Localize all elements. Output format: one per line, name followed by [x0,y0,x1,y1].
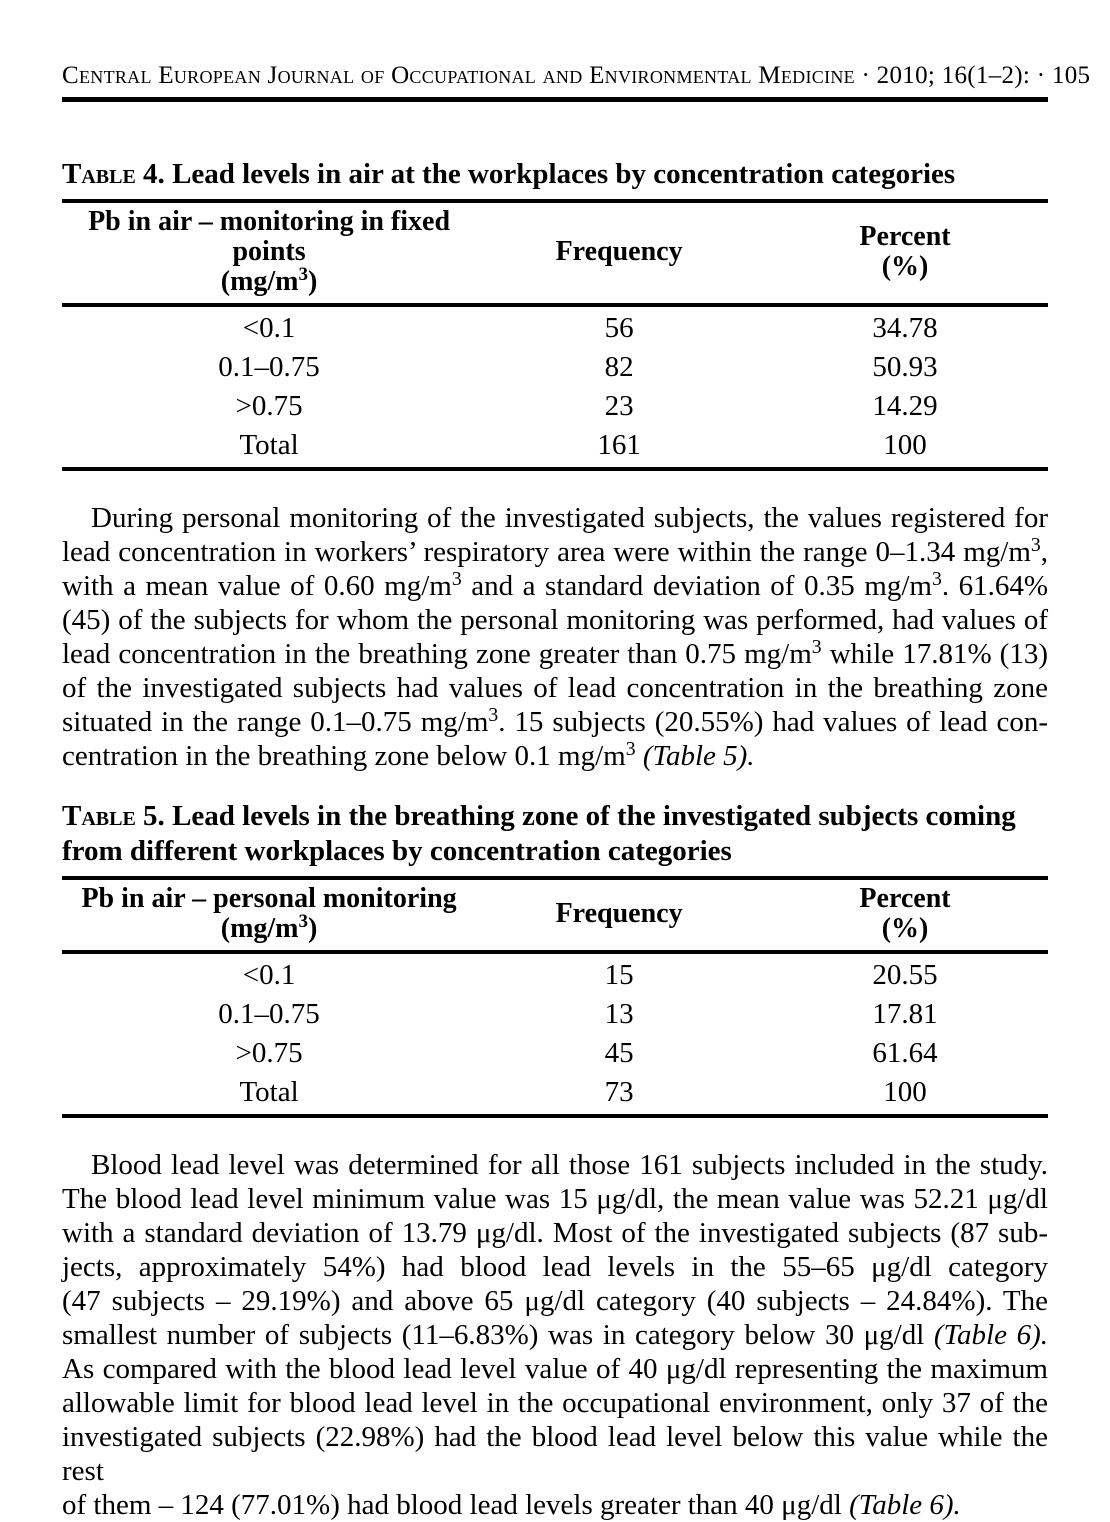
table4-header-col2: Frequency [555,236,683,267]
table-cell: 34.78 [872,312,938,344]
text-run: . 61.64% [941,570,1049,602]
text-run: jects, approximately 54%) had blood lead levels in the 55–65 μg/dl category [62,1251,1048,1283]
table-cell: 56 [604,312,634,344]
table5-header-col2: Frequency [555,898,683,929]
text-run: centration in the breathing zone below 0.1 mg/m [62,740,626,772]
text-line [62,501,1048,535]
table-cell: 161 [597,429,641,461]
text-run: (%) [881,913,929,944]
text-line [62,671,1048,705]
table-cell: 82 [604,351,634,383]
text-line [62,1284,1048,1318]
text-run: (Table 6). [933,1319,1048,1351]
table-cell: 20.55 [872,959,938,991]
text-run: The blood lead level minimum value was 15 μg/dl, the mean value was 52.21 μg/dl [62,1183,1048,1215]
table4-title [62,157,1048,192]
text-line [62,739,1048,773]
table-row [62,1034,1048,1073]
text-run: and a standard deviation of 0.35 mg/m [461,570,932,602]
table4-header [62,201,1048,305]
table5-title [62,799,1048,869]
table5-body [62,952,1048,1116]
table-cell: <0.1 [242,312,296,344]
text-run: situated in the range 0.1–0.75 mg/m [62,706,489,738]
text-run: of the investigated subjects had values of lead concentration in the breathing zone [62,672,1048,704]
text-run: lead concentration in the breathing zone greater than 0.75 mg/m [62,638,812,670]
paragraph-2 [62,1148,1048,1522]
table5-header-col3 [762,878,1048,952]
text-run: Pb in air – monitoring in fixed points [88,206,451,267]
table5 [62,876,1048,1118]
text-run: (%) [881,251,929,282]
header-rule [62,97,1048,102]
table-cell: 14.29 [872,390,938,422]
text-line [62,1216,1048,1250]
table4-header-row [62,201,1048,305]
table-row [62,305,1048,348]
table-cell: 13 [604,998,634,1030]
table-cell: 15 [604,959,634,991]
text-line [62,603,1048,637]
table-row [62,1073,1048,1116]
text-run: ) [308,913,318,944]
superscript: 3 [451,567,462,590]
text-run: Lead levels in air at the workplaces by concentration categories [164,158,956,190]
table4-header-col1 [62,201,476,305]
text-run: Blood lead level was determined for all those 161 subjects included in the study. [91,1149,1048,1181]
text-run: . 15 subjects (20.55%) had values of lead con- [498,706,1048,738]
text-run: During personal monitoring of the investigated subjects, the values registered for [91,502,1048,534]
table-cell: Total [239,429,299,461]
text-line [62,1250,1048,1284]
table-cell: >0.75 [235,390,303,422]
table-cell: 100 [883,429,927,461]
text-run: Table 5. [62,800,165,832]
table-row [62,952,1048,995]
table-cell: 100 [883,1076,927,1108]
table-cell: 17.81 [872,998,938,1030]
text-run: investigated subjects (22.98%) had the blood lead level below this value while the rest [62,1421,1048,1487]
text-line [62,1420,1048,1488]
table-cell: 0.1–0.75 [218,351,320,383]
text-line [62,569,1048,603]
text-run: Percent [859,883,951,914]
text-run: (47 subjects – 29.19%) and above 65 μg/dl category (40 subjects – 24.84%). The [62,1285,1048,1317]
text-run: (45) of the subjects for whom the personal monitoring was performed, had values of [62,604,1048,636]
text-run: (mg/m [220,913,299,944]
text-line [62,1352,1048,1386]
table-row [62,995,1048,1034]
superscript: 3 [931,567,942,590]
text-run: Lead levels in the breathing zone of the investigated subjects coming [164,800,1016,832]
table-row [62,426,1048,469]
text-run: ) [308,266,318,297]
text-run: allowable limit for blood lead level in the occupational environment, only 37 of the [62,1387,1048,1419]
superscript: 3 [1030,533,1041,556]
table-cell: >0.75 [235,1037,303,1069]
superscript: 3 [298,911,309,933]
text-run: As compared with the blood lead level value of 40 μg/dl representing the maximum [62,1353,1048,1385]
text-run: while 17.81% (13) [821,638,1048,670]
superscript: 3 [625,737,636,760]
text-run: (Table 6). [849,1489,961,1521]
superscript: 3 [298,264,309,286]
table-cell: 50.93 [872,351,938,383]
superscript: 3 [488,703,499,726]
table-cell: 23 [604,390,634,422]
superscript: 3 [811,635,822,658]
text-run: from different workplaces by concentration categories [62,835,732,867]
table5-header [62,878,1048,952]
table4 [62,199,1048,471]
table4-body [62,305,1048,469]
text-line [62,1386,1048,1420]
table-cell: 45 [604,1037,634,1069]
journal-header: Central European Journal of Occupational and Environmental Medicine · 2010; 16(1–2): · 105 [62,62,1091,89]
text-line [62,1182,1048,1216]
table-cell: 61.64 [872,1037,938,1069]
text-run: with a standard deviation of 13.79 μg/dl. Most of the investigated subjects (87 sub- [62,1217,1048,1249]
table4-header-col3 [762,201,1048,305]
text-run: Pb in air – personal monitoring [81,883,457,914]
text-run: (Table 5). [642,740,755,772]
text-line [62,1488,1048,1522]
paragraph-1 [62,501,1048,773]
text-line [62,705,1048,739]
text-run: Table 4. [62,158,165,190]
table5-header-col1 [62,878,476,952]
table-cell: 0.1–0.75 [218,998,320,1030]
text-run: smallest number of subjects (11–6.83%) was in category below 30 μg/dl [62,1319,934,1351]
text-run: Percent [859,221,951,252]
text-run: lead concentration in workers’ respiratory area were within the range 0–1.34 mg/m [62,536,1031,568]
table-cell: <0.1 [242,959,296,991]
text-line [62,535,1048,569]
text-run: of them – 124 (77.01%) had blood lead levels greater than 40 μg/dl [62,1489,850,1521]
table-row [62,387,1048,426]
text-line [62,1318,1048,1352]
text-run: with a mean value of 0.60 mg/m [62,570,452,602]
text-run [636,740,643,772]
text-run: , [1040,536,1048,568]
text-line [62,637,1048,671]
text-run: (mg/m [220,266,299,297]
text-line [62,1148,1048,1182]
table5-header-row [62,878,1048,952]
table-cell: Total [239,1076,299,1108]
table-row [62,348,1048,387]
table-cell: 73 [604,1076,634,1108]
